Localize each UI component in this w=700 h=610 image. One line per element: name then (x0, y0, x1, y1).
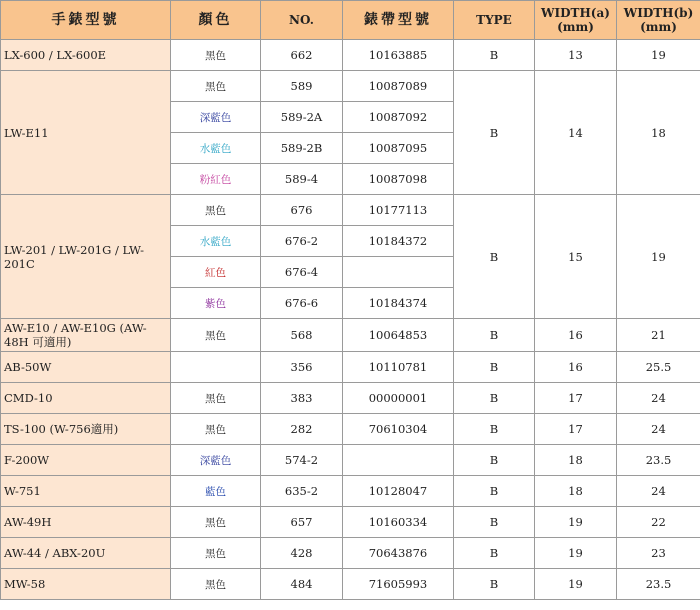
color-cell: 黑色 (171, 40, 261, 71)
part-no-cell: 589 (261, 71, 343, 102)
model-cell: LW-E11 (1, 71, 171, 195)
width-a-cell: 18 (535, 476, 617, 507)
part-no-cell: 428 (261, 538, 343, 569)
width-b-cell: 24 (617, 414, 700, 445)
band-model-cell: 10184374 (343, 288, 454, 319)
width-a-cell: 15 (535, 195, 617, 319)
width-b-cell: 25.5 (617, 352, 700, 383)
color-cell: 粉紅色 (171, 164, 261, 195)
part-no-cell: 484 (261, 569, 343, 600)
table-row (1, 569, 700, 600)
color-cell: 黑色 (171, 319, 261, 352)
header-model: 手錶型號 (1, 1, 171, 40)
model-cell: AW-44 / ABX-20U (1, 538, 171, 569)
header-width-b-unit: (mm) (640, 20, 677, 34)
table-body (1, 40, 700, 600)
table-row (1, 476, 700, 507)
color-cell: 深藍色 (171, 445, 261, 476)
band-model-cell: 00000001 (343, 383, 454, 414)
width-b-cell: 19 (617, 195, 700, 319)
part-no-cell: 676-6 (261, 288, 343, 319)
width-b-cell: 24 (617, 383, 700, 414)
type-cell: B (454, 569, 535, 600)
color-cell: 黑色 (171, 507, 261, 538)
color-cell: 水藍色 (171, 226, 261, 257)
type-cell: B (454, 319, 535, 352)
part-no-cell: 662 (261, 40, 343, 71)
table-row (1, 195, 700, 226)
band-model-cell: 70643876 (343, 538, 454, 569)
part-no-cell: 657 (261, 507, 343, 538)
width-a-cell: 19 (535, 569, 617, 600)
band-model-cell: 10087089 (343, 71, 454, 102)
part-no-cell: 635-2 (261, 476, 343, 507)
type-cell: B (454, 195, 535, 319)
color-cell: 黑色 (171, 569, 261, 600)
model-cell: CMD-10 (1, 383, 171, 414)
table-row (1, 352, 700, 383)
table-row (1, 71, 700, 102)
model-cell: AB-50W (1, 352, 171, 383)
model-cell: W-751 (1, 476, 171, 507)
type-cell: B (454, 414, 535, 445)
model-cell: LX-600 / LX-600E (1, 40, 171, 71)
color-cell: 黑色 (171, 383, 261, 414)
band-model-cell: 10184372 (343, 226, 454, 257)
type-cell: B (454, 476, 535, 507)
width-a-cell: 14 (535, 71, 617, 195)
part-no-cell: 356 (261, 352, 343, 383)
band-model-cell: 70610304 (343, 414, 454, 445)
table-row (1, 445, 700, 476)
model-cell: AW-49H (1, 507, 171, 538)
model-cell: MW-58 (1, 569, 171, 600)
header-width-a-unit: (mm) (557, 20, 594, 34)
band-model-cell: 10128047 (343, 476, 454, 507)
type-cell: B (454, 507, 535, 538)
header-width-b-label: WIDTH(b) (623, 6, 694, 20)
band-model-cell (343, 445, 454, 476)
model-cell: F-200W (1, 445, 171, 476)
table-row (1, 383, 700, 414)
color-cell: 水藍色 (171, 133, 261, 164)
table-row (1, 538, 700, 569)
table-row (1, 414, 700, 445)
model-cell: AW-E10 / AW-E10G (AW-48H 可適用) (1, 319, 171, 352)
band-model-cell: 10087095 (343, 133, 454, 164)
part-no-cell: 282 (261, 414, 343, 445)
width-a-cell: 19 (535, 507, 617, 538)
color-cell: 紅色 (171, 257, 261, 288)
width-b-cell: 21 (617, 319, 700, 352)
color-cell: 黑色 (171, 71, 261, 102)
color-cell: 黑色 (171, 195, 261, 226)
width-a-cell: 19 (535, 538, 617, 569)
width-a-cell: 16 (535, 319, 617, 352)
table-row (1, 319, 700, 352)
header-width-a-label: WIDTH(a) (541, 6, 610, 20)
header-width-b (617, 1, 700, 40)
width-b-cell: 23.5 (617, 445, 700, 476)
table-header (1, 1, 700, 40)
width-a-cell: 16 (535, 352, 617, 383)
part-no-cell: 574-2 (261, 445, 343, 476)
type-cell: B (454, 383, 535, 414)
header-width-a (535, 1, 617, 40)
model-cell: LW-201 / LW-201G / LW-201C (1, 195, 171, 319)
band-model-cell: 10064853 (343, 319, 454, 352)
part-no-cell: 589-4 (261, 164, 343, 195)
band-model-cell: 10177113 (343, 195, 454, 226)
band-model-cell: 10087098 (343, 164, 454, 195)
width-a-cell: 13 (535, 40, 617, 71)
type-cell: B (454, 71, 535, 195)
band-model-cell: 10160334 (343, 507, 454, 538)
header-band: 錶帶型號 (343, 1, 454, 40)
color-cell: 深藍色 (171, 102, 261, 133)
color-cell (171, 352, 261, 383)
width-b-cell: 22 (617, 507, 700, 538)
width-b-cell: 24 (617, 476, 700, 507)
part-no-cell: 589-2B (261, 133, 343, 164)
table-row (1, 507, 700, 538)
table-row (1, 40, 700, 71)
model-cell: TS-100 (W-756適用) (1, 414, 171, 445)
type-cell: B (454, 352, 535, 383)
part-no-cell: 676-4 (261, 257, 343, 288)
header-color: 顏色 (171, 1, 261, 40)
color-cell: 黑色 (171, 538, 261, 569)
header-type: TYPE (454, 1, 535, 40)
header-no: NO. (261, 1, 343, 40)
width-a-cell: 18 (535, 445, 617, 476)
part-no-cell: 676 (261, 195, 343, 226)
part-no-cell: 676-2 (261, 226, 343, 257)
width-a-cell: 17 (535, 383, 617, 414)
band-model-cell: 10163885 (343, 40, 454, 71)
width-a-cell: 17 (535, 414, 617, 445)
width-b-cell: 19 (617, 40, 700, 71)
type-cell: B (454, 40, 535, 71)
band-model-cell: 10087092 (343, 102, 454, 133)
band-model-cell: 71605993 (343, 569, 454, 600)
width-b-cell: 23 (617, 538, 700, 569)
color-cell: 藍色 (171, 476, 261, 507)
band-model-cell (343, 257, 454, 288)
part-no-cell: 383 (261, 383, 343, 414)
width-b-cell: 23.5 (617, 569, 700, 600)
width-b-cell: 18 (617, 71, 700, 195)
type-cell: B (454, 538, 535, 569)
part-no-cell: 589-2A (261, 102, 343, 133)
type-cell: B (454, 445, 535, 476)
color-cell: 紫色 (171, 288, 261, 319)
part-no-cell: 568 (261, 319, 343, 352)
band-model-cell: 10110781 (343, 352, 454, 383)
color-cell: 黑色 (171, 414, 261, 445)
